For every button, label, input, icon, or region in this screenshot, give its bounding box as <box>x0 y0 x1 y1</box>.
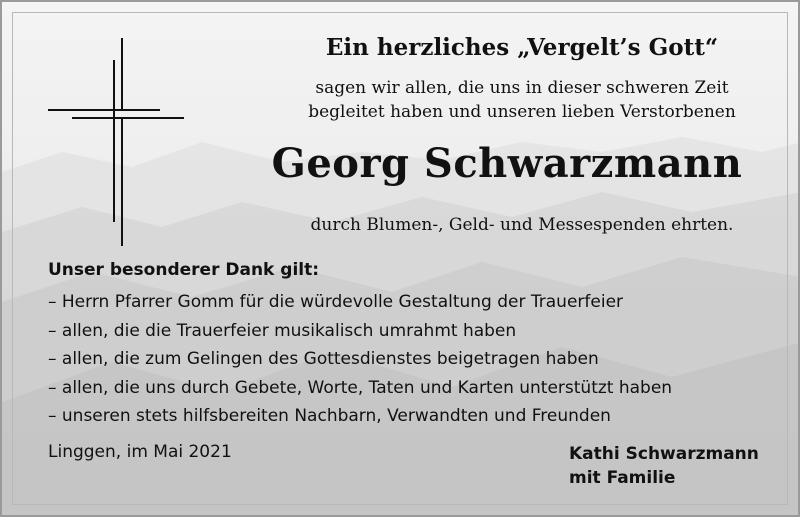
thanks-list <box>48 288 672 431</box>
signature-line-2: mit Familie <box>569 468 676 488</box>
heading: Ein herzliches „Vergelt’s Gott“ <box>325 34 719 61</box>
list-item: – allen, die uns durch Gebete, Worte, Taten und Karten unterstützt haben <box>48 377 673 398</box>
signature <box>569 442 759 490</box>
signature-line-1: Kathi Schwarzmann <box>569 444 759 464</box>
intro-line-1: sagen wir allen, die uns in dieser schweren Zeit <box>315 78 729 98</box>
intro-line-2: begleitet haben und unseren lieben Verstorbenen <box>308 102 736 122</box>
intro-line-3: durch Blumen-, Geld- und Messespenden ehrten. <box>310 215 734 235</box>
thanks-heading: Unser besonderer Dank gilt: <box>48 260 320 280</box>
cross-icon <box>42 32 192 252</box>
list-item: – Herrn Pfarrer Gomm für die würdevolle Gestaltung der Trauerfeier <box>48 292 624 312</box>
place-date: Linggen, im Mai 2021 <box>48 442 232 462</box>
list-item: – allen, die die Trauerfeier musikalisch umrahmt haben <box>48 320 517 341</box>
deceased-name: Georg Schwarzmann <box>271 140 743 187</box>
list-item: – allen, die zum Gelingen des Gottesdienstes beigetragen haben <box>48 349 599 369</box>
list-item: – unseren stets hilfsbereiten Nachbarn, Verwandten und Freunden <box>48 406 611 426</box>
